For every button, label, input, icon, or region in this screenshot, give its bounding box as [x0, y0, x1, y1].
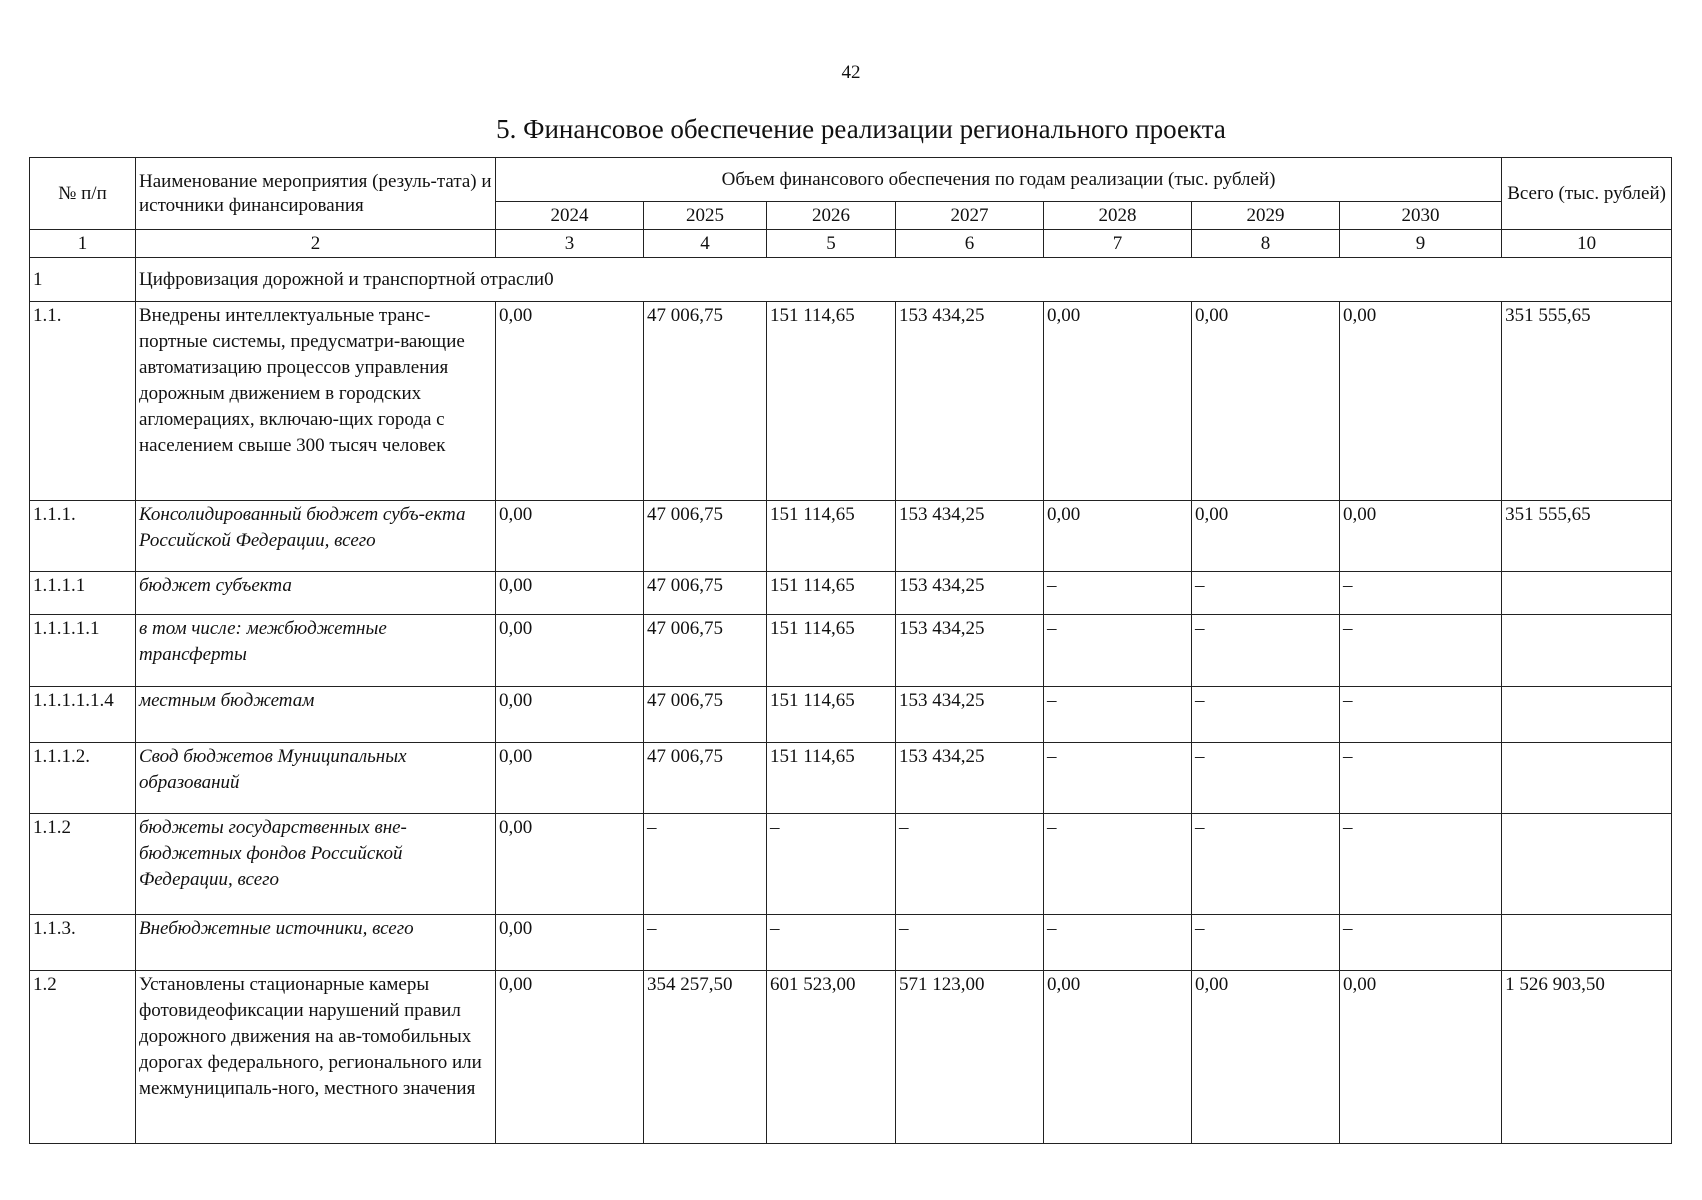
row-name: Свод бюджетов Муниципальных образований — [136, 743, 496, 814]
row-value: 153 434,25 — [896, 302, 1044, 501]
row-value: 0,00 — [1340, 971, 1502, 1144]
row-value: 0,00 — [496, 814, 644, 915]
row-value: 0,00 — [496, 687, 644, 743]
row-value: 0,00 — [496, 971, 644, 1144]
page-title: 5. Финансовое обеспечение реализации регионального проекта — [496, 114, 1226, 144]
header-year: 2025 — [644, 202, 767, 230]
row-code: 1.1.1.1 — [30, 572, 136, 615]
row-value: 47 006,75 — [644, 501, 767, 572]
table-row — [30, 687, 1672, 743]
table-row — [30, 971, 1672, 1144]
column-numbers-row — [30, 230, 1672, 258]
row-value: 0,00 — [496, 615, 644, 687]
row-name: бюджеты государственных вне-бюджетных фондов Российской Федерации, всего — [136, 814, 496, 915]
row-value: 0,00 — [496, 501, 644, 572]
row-value: 153 434,25 — [896, 687, 1044, 743]
row-value: – — [767, 814, 896, 915]
row-value: – — [1340, 687, 1502, 743]
row-total: 351 555,65 — [1502, 501, 1672, 572]
row-value: 151 114,65 — [767, 687, 896, 743]
row-value: 601 523,00 — [767, 971, 896, 1144]
row-value: 151 114,65 — [767, 501, 896, 572]
section-code: 1 — [30, 258, 136, 302]
header-num: № п/п — [30, 158, 136, 230]
row-value: – — [1044, 615, 1192, 687]
row-value: – — [1044, 814, 1192, 915]
row-total — [1502, 687, 1672, 743]
row-value: 151 114,65 — [767, 743, 896, 814]
row-value: – — [1340, 743, 1502, 814]
column-number: 7 — [1044, 230, 1192, 258]
column-number: 10 — [1502, 230, 1672, 258]
row-value: 0,00 — [1192, 971, 1340, 1144]
row-code: 1.1.1.1.1.4 — [30, 687, 136, 743]
column-number: 8 — [1192, 230, 1340, 258]
row-name: бюджет субъекта — [136, 572, 496, 615]
header-name: Наименование мероприятия (резуль-тата) и источники финансирования — [136, 158, 496, 230]
row-value: – — [644, 915, 767, 971]
row-code: 1.1.1.2. — [30, 743, 136, 814]
row-code: 1.1.3. — [30, 915, 136, 971]
row-value: – — [896, 915, 1044, 971]
page-number: 42 — [841, 62, 861, 83]
row-value: – — [1192, 743, 1340, 814]
header-year: 2028 — [1044, 202, 1192, 230]
row-value: – — [1340, 915, 1502, 971]
section-name: Цифровизация дорожной и транспортной отрасли0 — [136, 258, 1672, 302]
row-value: – — [896, 814, 1044, 915]
row-code: 1.1. — [30, 302, 136, 501]
row-value: – — [767, 915, 896, 971]
row-value: – — [1192, 615, 1340, 687]
row-name: Внедрены интеллектуальные транс-портные системы, предусматри-вающие автоматизацию процессов управления дорожным движением в городских агломерациях, включаю-щих города с населением свыше 300 тысяч человек — [136, 302, 496, 501]
section-row — [30, 258, 1672, 302]
row-code: 1.2 — [30, 971, 136, 1144]
row-value: 47 006,75 — [644, 302, 767, 501]
row-value: 354 257,50 — [644, 971, 767, 1144]
row-value: 151 114,65 — [767, 572, 896, 615]
row-value: 151 114,65 — [767, 615, 896, 687]
row-value: – — [644, 814, 767, 915]
table-row — [30, 302, 1672, 501]
row-value: – — [1192, 687, 1340, 743]
row-total — [1502, 615, 1672, 687]
row-total — [1502, 814, 1672, 915]
header-year: 2029 — [1192, 202, 1340, 230]
row-value: 0,00 — [1044, 302, 1192, 501]
row-value: 153 434,25 — [896, 615, 1044, 687]
row-value: – — [1192, 814, 1340, 915]
column-number: 3 — [496, 230, 644, 258]
row-code: 1.1.1.1.1 — [30, 615, 136, 687]
row-name: местным бюджетам — [136, 687, 496, 743]
row-name: Внебюджетные источники, всего — [136, 915, 496, 971]
row-value: 153 434,25 — [896, 743, 1044, 814]
table-row — [30, 615, 1672, 687]
row-value: – — [1192, 915, 1340, 971]
row-name: Установлены стационарные камеры фотовидеофиксации нарушений правил дорожного движения на ав-томобильных дорогах федерального, регионального или межмуниципаль-ного, местного значения — [136, 971, 496, 1144]
header-year: 2024 — [496, 202, 644, 230]
row-code: 1.1.1. — [30, 501, 136, 572]
table-row — [30, 743, 1672, 814]
row-value: – — [1192, 572, 1340, 615]
header-year: 2027 — [896, 202, 1044, 230]
row-value: 0,00 — [1340, 501, 1502, 572]
row-total — [1502, 572, 1672, 615]
row-total — [1502, 743, 1672, 814]
header-year: 2026 — [767, 202, 896, 230]
row-value: 47 006,75 — [644, 615, 767, 687]
financing-table — [29, 157, 1672, 1144]
table-row — [30, 572, 1672, 615]
table-row — [30, 814, 1672, 915]
header-year: 2030 — [1340, 202, 1502, 230]
row-total: 351 555,65 — [1502, 302, 1672, 501]
row-value: 153 434,25 — [896, 501, 1044, 572]
row-value: 0,00 — [496, 302, 644, 501]
row-value: – — [1044, 915, 1192, 971]
table-row — [30, 915, 1672, 971]
row-value: – — [1340, 615, 1502, 687]
row-total — [1502, 915, 1672, 971]
row-value: – — [1340, 814, 1502, 915]
row-value: 0,00 — [496, 572, 644, 615]
column-number: 1 — [30, 230, 136, 258]
row-value: 0,00 — [1192, 501, 1340, 572]
row-value: – — [1340, 572, 1502, 615]
header-volume: Объем финансового обеспечения по годам реализации (тыс. рублей) — [496, 158, 1502, 202]
table-row — [30, 501, 1672, 572]
row-value: 0,00 — [1044, 501, 1192, 572]
row-value: – — [1044, 572, 1192, 615]
row-value: 47 006,75 — [644, 687, 767, 743]
row-value: 0,00 — [1044, 971, 1192, 1144]
row-code: 1.1.2 — [30, 814, 136, 915]
row-name: Консолидированный бюджет субъ-екта Российской Федерации, всего — [136, 501, 496, 572]
row-value: 47 006,75 — [644, 572, 767, 615]
row-value: 0,00 — [496, 743, 644, 814]
column-number: 6 — [896, 230, 1044, 258]
row-value: – — [1044, 743, 1192, 814]
row-value: 571 123,00 — [896, 971, 1044, 1144]
row-value: – — [1044, 687, 1192, 743]
column-number: 9 — [1340, 230, 1502, 258]
row-value: 47 006,75 — [644, 743, 767, 814]
row-value: 0,00 — [496, 915, 644, 971]
row-value: 0,00 — [1340, 302, 1502, 501]
header-total: Всего (тыс. рублей) — [1502, 158, 1672, 230]
row-total: 1 526 903,50 — [1502, 971, 1672, 1144]
row-value: 151 114,65 — [767, 302, 896, 501]
column-number: 5 — [767, 230, 896, 258]
column-number: 2 — [136, 230, 496, 258]
column-number: 4 — [644, 230, 767, 258]
row-value: 153 434,25 — [896, 572, 1044, 615]
row-name: в том числе: межбюджетные трансферты — [136, 615, 496, 687]
row-value: 0,00 — [1192, 302, 1340, 501]
